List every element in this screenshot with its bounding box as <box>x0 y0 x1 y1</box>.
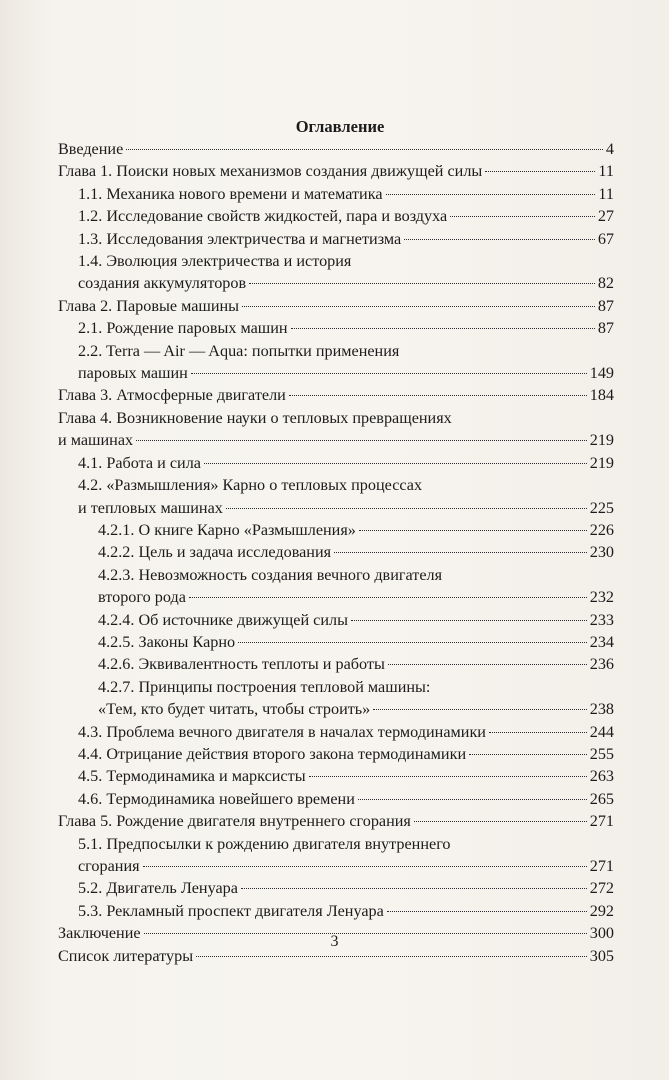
toc-entry-page: 87 <box>597 296 614 315</box>
dot-leader <box>204 463 587 464</box>
toc-entry-row <box>78 362 614 384</box>
dot-leader <box>241 888 587 889</box>
toc-entry-page: 234 <box>589 632 614 651</box>
toc-entry-page: 236 <box>589 655 614 674</box>
toc-entry-row <box>78 497 614 519</box>
dot-leader <box>404 239 595 240</box>
dot-leader <box>489 732 587 733</box>
toc-entry <box>58 384 614 406</box>
toc-entry <box>58 138 614 160</box>
toc-entry-title: Список литературы <box>58 946 194 965</box>
toc-entry-row <box>78 743 614 765</box>
toc-entry-row <box>58 384 614 406</box>
toc-entry-title-line: 1.4. Эволюция электричества и история <box>78 252 352 271</box>
dot-leader <box>450 216 595 217</box>
toc-entry <box>58 609 614 631</box>
toc-entry-row <box>98 586 614 608</box>
toc-entry <box>58 474 614 519</box>
toc-entry-row <box>78 855 614 877</box>
toc-entry-page: 233 <box>589 610 614 629</box>
toc-entry-title: 4.1. Работа и сила <box>78 453 201 472</box>
toc-entry-title-line: 4.2.7. Принципы построения тепловой машины: <box>98 677 431 696</box>
toc-entry-title: 4.3. Проблема вечного двигателя в началах термодинамики <box>78 722 486 741</box>
toc-entry-page: 67 <box>597 229 614 248</box>
table-of-contents <box>58 116 614 967</box>
toc-entry-row <box>98 609 614 631</box>
toc-entry-row <box>98 698 614 720</box>
toc-entry-page: 27 <box>597 207 614 226</box>
toc-entry <box>58 788 614 810</box>
toc-entry-title: Заключение <box>58 924 141 943</box>
dot-leader <box>291 328 595 329</box>
toc-entry-title: Глава 1. Поиски новых механизмов создания движущей силы <box>58 162 483 181</box>
toc-entry <box>58 743 614 765</box>
toc-entry-page: 87 <box>597 319 614 338</box>
toc-entry-title: «Тем, кто будет читать, чтобы строить» <box>98 700 371 719</box>
toc-entry-row <box>78 317 614 339</box>
toc-entry <box>58 317 614 339</box>
toc-entry-page: 11 <box>598 184 614 203</box>
toc-entry <box>58 541 614 563</box>
toc-entry-row <box>58 810 614 832</box>
toc-entry <box>58 676 614 721</box>
dot-leader <box>373 709 586 710</box>
toc-entry-row <box>78 765 614 787</box>
toc-entry <box>58 407 614 452</box>
toc-entry-page: 11 <box>598 162 614 181</box>
toc-entry-page: 230 <box>589 543 614 562</box>
toc-entry-title: 4.4. Отрицание действия второго закона термодинамики <box>78 744 467 763</box>
toc-entry-title: 4.2.5. Законы Карно <box>98 632 236 651</box>
toc-entry-page: 255 <box>589 744 614 763</box>
toc-entry-row <box>98 541 614 563</box>
toc-entry-page: 244 <box>589 722 614 741</box>
toc-entry <box>58 900 614 922</box>
toc-entry-page: 184 <box>589 386 614 405</box>
toc-entry <box>58 340 614 385</box>
dot-leader <box>126 149 603 150</box>
toc-entry-title: Введение <box>58 140 124 158</box>
page-number: 3 <box>330 933 339 950</box>
toc-entry-title: Глава 3. Атмосферные двигатели <box>58 386 286 405</box>
toc-entry-page: 219 <box>589 431 614 450</box>
toc-entry-title: 5.2. Двигатель Ленуара <box>78 879 238 898</box>
toc-entry-title-line: 4.2. «Размышления» Карно о тепловых процессах <box>78 476 423 495</box>
toc-entry-page: 272 <box>589 879 614 898</box>
toc-entry-title-line: 4.2.3. Невозможность создания вечного двигателя <box>98 565 443 584</box>
dot-leader <box>191 373 587 374</box>
dot-leader <box>226 508 587 509</box>
toc-entry-page: 4 <box>605 140 614 158</box>
toc-entry <box>58 183 614 205</box>
toc-entry-page: 300 <box>589 924 614 943</box>
toc-entry-page: 292 <box>589 901 614 920</box>
toc-entry-row <box>98 631 614 653</box>
toc-entry-title: 4.6. Термодинамика новейшего времени <box>78 789 355 808</box>
dot-leader <box>387 911 587 912</box>
dot-leader <box>359 530 587 531</box>
toc-entry <box>58 295 614 317</box>
toc-entry-row <box>78 788 614 810</box>
toc-entry-page: 263 <box>589 767 614 786</box>
toc-entry-page: 232 <box>589 588 614 607</box>
toc-title: Оглавление <box>295 117 385 136</box>
toc-entry <box>58 160 614 182</box>
toc-entry-row <box>78 452 614 474</box>
dot-leader <box>469 754 587 755</box>
dot-leader <box>249 283 595 284</box>
toc-entry <box>58 228 614 250</box>
dot-leader <box>136 440 587 441</box>
toc-entry-title: Глава 5. Рождение двигателя внутреннего сгорания <box>58 812 411 831</box>
toc-entry-row <box>78 877 614 899</box>
toc-entry-page: 82 <box>597 274 614 293</box>
toc-entry-page: 219 <box>589 453 614 472</box>
toc-entry-page: 238 <box>589 700 614 719</box>
toc-entry-row <box>78 721 614 743</box>
toc-entry-title: Глава 2. Паровые машины <box>58 296 240 315</box>
toc-entry-row <box>78 205 614 227</box>
toc-entry-title: 4.2.4. Об источнике движущей силы <box>98 610 348 629</box>
toc-entry-title: 4.2.2. Цель и задача исследования <box>98 543 332 562</box>
dot-leader <box>485 171 595 172</box>
dot-leader <box>189 597 587 598</box>
toc-entry-page: 265 <box>589 789 614 808</box>
toc-entry-title: 5.3. Рекламный проспект двигателя Ленуара <box>78 901 384 920</box>
toc-entry-title: сгорания <box>78 857 140 875</box>
toc-entry-title: создания аккумуляторов <box>78 274 247 293</box>
toc-entry <box>58 810 614 832</box>
toc-entry-title: 2.1. Рождение паровых машин <box>78 319 288 338</box>
toc-entry <box>58 833 614 878</box>
toc-entry-page: 149 <box>589 364 614 383</box>
toc-entry <box>58 877 614 899</box>
toc-entry-page: 271 <box>589 812 614 831</box>
toc-entry <box>58 205 614 227</box>
dot-leader <box>334 552 587 553</box>
toc-entry <box>58 653 614 675</box>
dot-leader <box>238 642 587 643</box>
toc-entry-page: 305 <box>589 946 614 965</box>
toc-entry-title-line: 5.1. Предпосылки к рождению двигателя внутреннего <box>78 834 451 853</box>
toc-entry-title: 1.1. Механика нового времени и математика <box>78 184 383 203</box>
toc-entry-page: 226 <box>589 520 614 539</box>
toc-entry-title: 4.2.6. Эквивалентность теплоты и работы <box>98 655 385 674</box>
toc-entry <box>58 519 614 541</box>
toc-entry <box>58 631 614 653</box>
dot-leader <box>414 821 587 822</box>
toc-entry-row <box>98 653 614 675</box>
toc-entry <box>58 564 614 609</box>
toc-entry-row <box>58 160 614 182</box>
toc-entry-title: 1.3. Исследования электричества и магнетизма <box>78 229 402 248</box>
toc-entry-title: 1.2. Исследование свойств жидкостей, пара и воздуха <box>78 207 448 226</box>
toc-entry-row <box>78 183 614 205</box>
toc-entry-page: 225 <box>589 498 614 517</box>
toc-entries <box>58 138 614 967</box>
toc-entry-row <box>78 272 614 294</box>
toc-entry-title: 4.5. Термодинамика и марксисты <box>78 767 306 786</box>
dot-leader <box>386 194 596 195</box>
toc-entry-row <box>58 295 614 317</box>
toc-entry-page: 271 <box>589 857 614 875</box>
toc-entry <box>58 765 614 787</box>
toc-entry-title: и машинах <box>58 431 134 450</box>
toc-entry <box>58 721 614 743</box>
toc-entry-row <box>58 138 614 160</box>
dot-leader <box>351 620 587 621</box>
toc-entry <box>58 250 614 295</box>
toc-entry-title-line: 2.2. Terra — Air — Aqua: попытки применения <box>78 341 400 360</box>
toc-entry-row <box>58 429 614 451</box>
toc-entry <box>58 452 614 474</box>
dot-leader <box>242 306 595 307</box>
toc-entry-title-line: Глава 4. Возникновение науки о тепловых превращениях <box>58 408 452 427</box>
toc-entry-row <box>78 900 614 922</box>
dot-leader <box>388 664 587 665</box>
toc-entry-title: паровых машин <box>78 364 188 383</box>
toc-entry-title: и тепловых машинах <box>78 498 223 517</box>
toc-entry-title: второго рода <box>98 588 186 607</box>
dot-leader <box>196 956 587 957</box>
toc-entry-title: 4.2.1. О книге Карно «Размышления» <box>98 520 356 539</box>
dot-leader <box>289 395 587 396</box>
toc-entry-row <box>78 228 614 250</box>
dot-leader <box>358 799 587 800</box>
dot-leader <box>309 776 587 777</box>
toc-entry-row <box>98 519 614 541</box>
dot-leader <box>143 866 587 867</box>
